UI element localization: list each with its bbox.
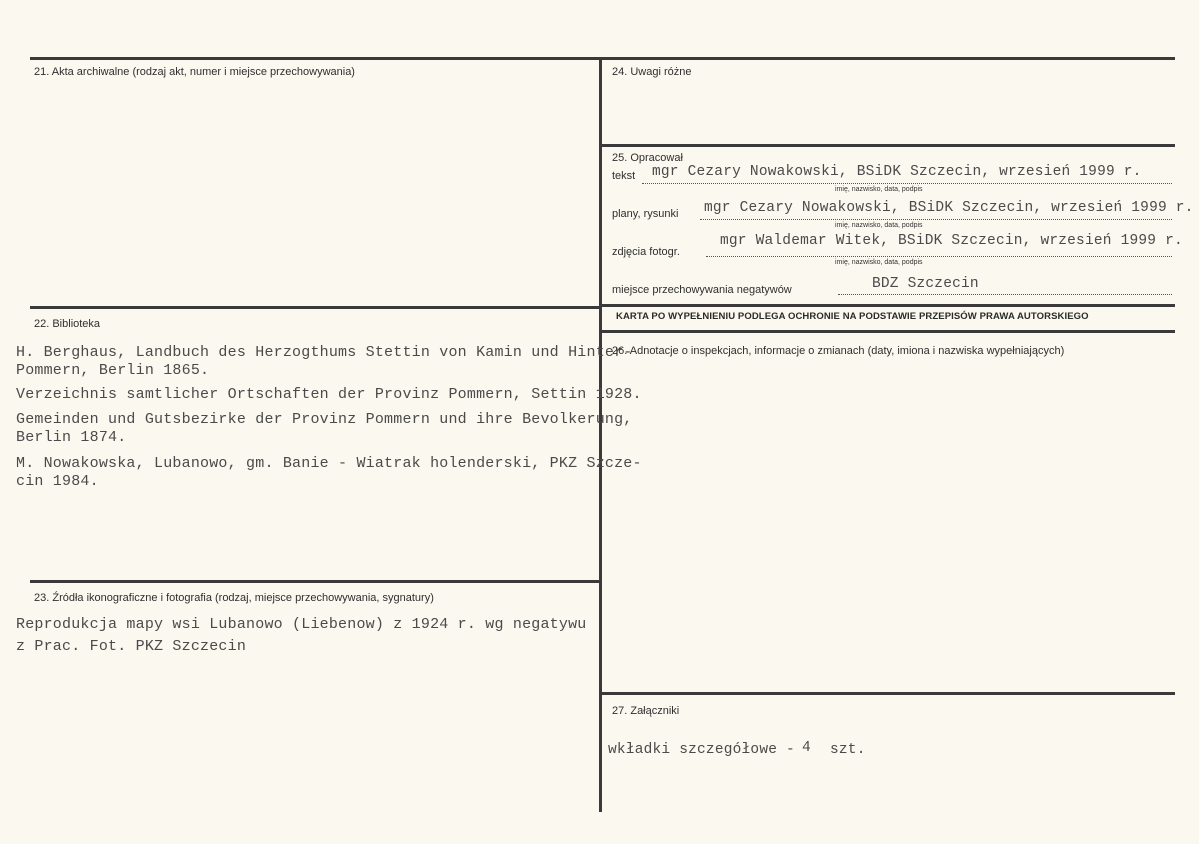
zdjecia-label: zdjęcia fotogr. — [612, 246, 680, 258]
biblio-line-7: cin 1984. — [16, 473, 99, 490]
biblio-line-4: Gemeinden und Gutsbezirke der Provinz Pommern und ihre Bevolkerung, — [16, 411, 633, 428]
tekst-sublabel: imię, nazwisko, data, podpis — [835, 186, 923, 193]
divider-22-23 — [30, 580, 600, 583]
divider-25-warning — [600, 304, 1175, 307]
center-divider — [599, 57, 602, 812]
divider-warning-26 — [600, 330, 1175, 333]
plany-sublabel: imię, nazwisko, data, podpis — [835, 222, 923, 229]
negatywy-label: miejsce przechowywania negatywów — [612, 284, 792, 296]
plany-dotted-line — [700, 219, 1172, 220]
section-21-label: 21. Akta archiwalne (rodzaj akt, numer i miejsce przechowywania) — [34, 66, 355, 78]
biblio-line-3: Verzeichnis samtlicher Ortschaften der Provinz Pommern, Settin 1928. — [16, 386, 642, 403]
tekst-label: tekst — [612, 170, 636, 182]
attachments-count: 4 — [802, 740, 811, 756]
plany-value: mgr Cezary Nowakowski, BSiDK Szczecin, wrzesień 1999 r. — [704, 200, 1194, 216]
attachments-unit: szt. — [830, 742, 866, 758]
negatywy-dotted-line — [838, 294, 1172, 295]
tekst-value: mgr Cezary Nowakowski, BSiDK Szczecin, wrzesień 1999 r. — [652, 164, 1142, 180]
plany-label: plany, rysunki — [612, 208, 679, 220]
icono-line-1: Reprodukcja mapy wsi Lubanowo (Liebenow) z 1924 r. wg negatywu — [16, 616, 587, 633]
section-25-label: 25. Opracował — [612, 152, 683, 164]
biblio-line-6: M. Nowakowska, Lubanowo, gm. Banie - Wiatrak holenderski, PKZ Szcze- — [16, 455, 642, 472]
tekst-dotted-line — [642, 183, 1172, 184]
icono-line-2: z Prac. Fot. PKZ Szczecin — [16, 638, 247, 655]
section-27-label: 27. Załączniki — [612, 705, 680, 717]
negatywy-value: BDZ Szczecin — [872, 276, 979, 292]
biblio-line-2: Pommern, Berlin 1865. — [16, 362, 210, 379]
section-24-label: 24. Uwagi różne — [612, 66, 692, 78]
section-26-label: 26. Adnotacje o inspekcjach, informacje o zmianach (daty, imiona i nazwiska wypełniających) — [612, 345, 1065, 357]
section-22-label: 22. Biblioteka — [34, 318, 101, 330]
zdjecia-sublabel: imię, nazwisko, data, podpis — [835, 259, 923, 266]
divider-21-22 — [30, 306, 600, 309]
copyright-warning: KARTA PO WYPEŁNIENIU PODLEGA OCHRONIE NA PODSTAWIE PRZEPISÓW PRAWA AUTORSKIEGO — [616, 311, 1089, 322]
divider-26-27 — [600, 692, 1175, 695]
zdjecia-dotted-line — [706, 256, 1172, 257]
attachments-prefix: wkładki szczegółowe - — [608, 742, 795, 758]
section-23-label: 23. Źródła ikonograficzne i fotografia (rodzaj, miejsce przechowywania, sygnatury) — [34, 592, 434, 604]
divider-24-25 — [600, 144, 1175, 147]
zdjecia-value: mgr Waldemar Witek, BSiDK Szczecin, wrzesień 1999 r. — [720, 233, 1183, 249]
top-border — [30, 57, 1175, 60]
biblio-line-1: H. Berghaus, Landbuch des Herzogthums Stettin von Kamin und Hinter- — [16, 344, 633, 361]
biblio-line-5: Berlin 1874. — [16, 429, 127, 446]
